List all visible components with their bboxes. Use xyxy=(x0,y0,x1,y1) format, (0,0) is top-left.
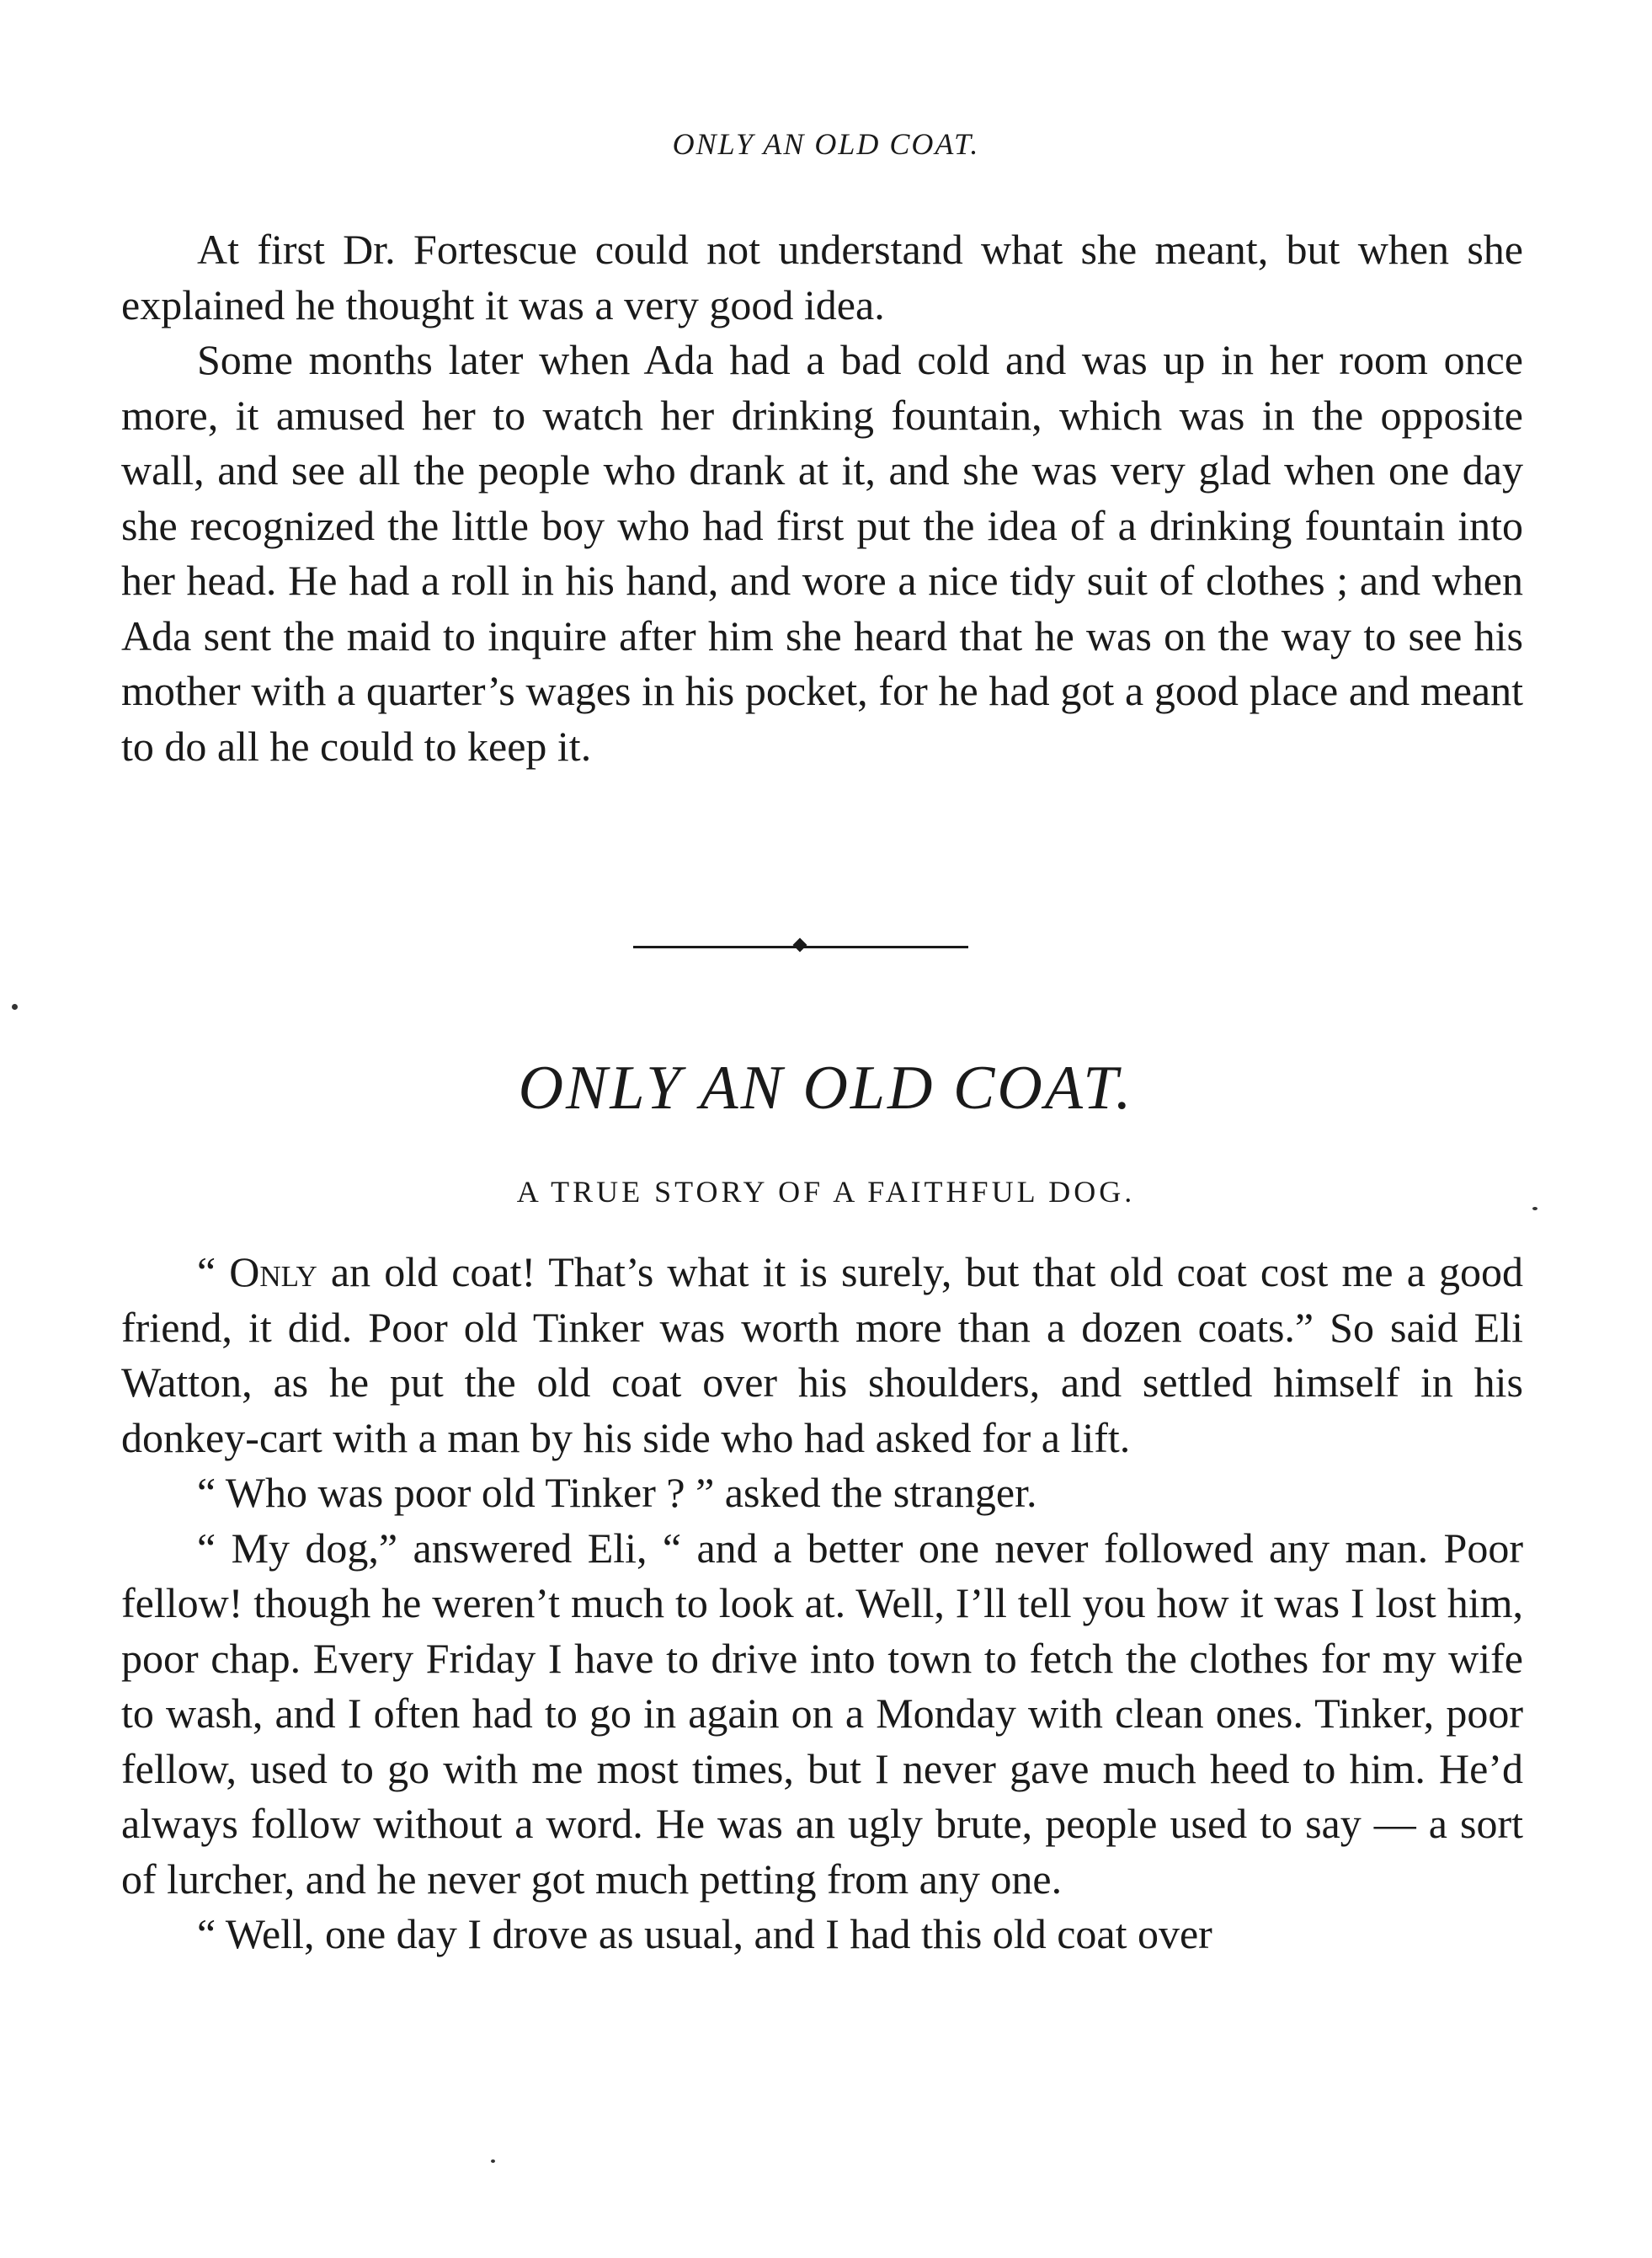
paragraph: “ My dog,” answered Eli, “ and a better one never followed any man. Poor fellow! though he weren’t much to look at. Well, I’ll tell you how it was I lost him, poor chap. Every Friday I have to drive into town to fetch the clothes for my wife to wash, and I often had to go in again on a Monday with clean ones. Tinker, poor fellow, used to go with me most times, but I never gave much heed to him. He’d always follow without a word. He was an ugly brute, people used to say — a sort of lurcher, and he never got much petting from any one. xyxy=(121,1524,1523,1903)
print-speck xyxy=(1532,1207,1537,1210)
paragraph: “ Well, one day I drove as usual, and I had this old coat over xyxy=(197,1910,1212,1957)
section-text xyxy=(121,222,1523,774)
paragraph-rest: an old coat! That’s what it is surely, but that old coat cost me a good friend, it did. Poor old Tinker was worth more than a dozen coats.” So said Eli Watton, as he put the old coat over his shoulders, and settled himself in his donkey-cart with a man by his side who had asked for a lift. xyxy=(121,1248,1523,1461)
opening-quote: “ xyxy=(197,1248,230,1295)
print-speck xyxy=(491,2159,495,2163)
story-text xyxy=(121,1245,1523,1962)
print-speck xyxy=(12,1004,18,1010)
paragraph: “ Who was poor old Tinker ? ” asked the stranger. xyxy=(197,1469,1037,1516)
drop-word: Only xyxy=(229,1248,317,1295)
running-head: ONLY AN OLD COAT. xyxy=(672,127,980,161)
story-title: ONLY AN OLD COAT. xyxy=(518,1054,1134,1123)
divider-diamond-ornament xyxy=(793,938,807,953)
paragraph: At first Dr. Fortescue could not understand what she meant, but when she explained he thought it was a very good idea. xyxy=(121,226,1523,328)
paragraph xyxy=(121,1245,1523,1465)
story-subtitle: A TRUE STORY OF A FAITHFUL DOG. xyxy=(516,1175,1136,1209)
paragraph: Some months later when Ada had a bad cold and was up in her room once more, it amused her to watch her drinking fountain, which was in the opposite wall, and see all the people who drank at it, and she was very glad when one day she recognized the little boy who had first put the idea of a drinking fountain into her head. He had a roll in his hand, and wore a nice tidy suit of clothes ; and when Ada sent the maid to inquire after him she heard that he was on the way to see his mother with a quarter’s wages in his pocket, for he had got a good place and meant to do all he could to keep it. xyxy=(121,336,1523,770)
